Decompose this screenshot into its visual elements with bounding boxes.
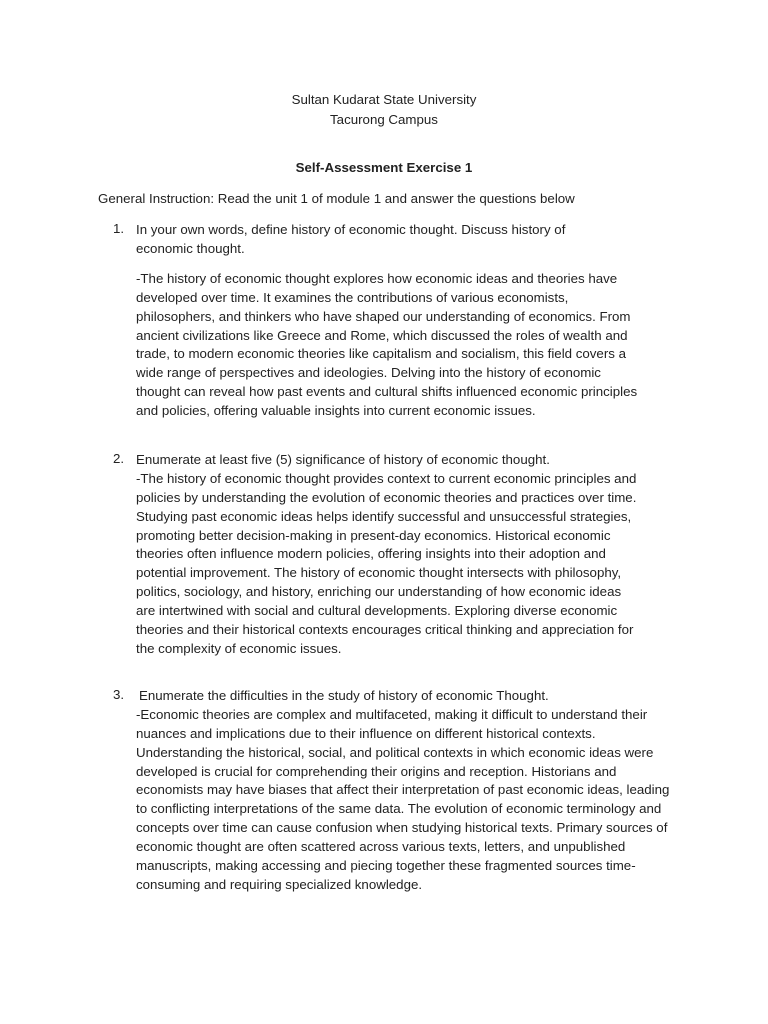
exercise-title: Self-Assessment Exercise 1 [295,160,473,175]
question-3-number: 3. [113,687,125,702]
university-name: Sultan Kudarat State University [291,92,477,107]
campus-name: Tacurong Campus [330,112,438,127]
question-2-number: 2. [113,451,125,466]
question-2-answer: -The history of economic thought provides context to current economic principles and policies by understanding the evolution of economic theories and practices over time. Studying past economic ideas helps identify successful and unsuccessful strategies, promoting better decision-making in present-day economics. Historical economic theories often influence modern policies, offering insights into their adoption and potential improvement. The history of economic thought intersects with philosophy, politics, sociology, and history, enriching our understanding of how economic ideas are intertwined with social and cultural developments. Exploring diverse economic theories and their historical contexts encourages critical thinking and appreciation for the complexity of economic issues. [136,471,637,656]
question-1-answer: -The history of economic thought explores how economic ideas and theories have developed over time. It examines the contributions of various economists, philosophers, and thinkers who have shaped our understanding of economics. From ancient civilizations like Greece and Rome, which discussed the roles of wealth and trade, to modern economic theories like capitalism and socialism, this field covers a wide range of perspectives and ideologies. Delving into the history of economic thought can reveal how past events and cultural shifts influenced economic principles and policies, offering valuable insights into current economic issues. [136,271,638,418]
question-3-text: Enumerate the difficulties in the study of history of economic Thought. [139,688,549,703]
question-1-text: In your own words, define history of economic thought. Discuss history of economic thought. [136,222,566,256]
question-3-answer: -Economic theories are complex and multifaceted, making it difficult to understand their nuances and implications due to their influence on different historical contexts. Understanding the historical, social, and political contexts in which economic ideas were developed is crucial for comprehending their origins and reception. Historians and economists may have biases that affect their interpretation of past economic ideas, leading to conflicting interpretations of the same data. The evolution of economic terminology and concepts over time can cause confusion when studying historical texts. Primary sources of economic thought are often scattered across various texts, letters, and unpublished manuscripts, making accessing and piecing together these fragmented sources time-consuming and requiring specialized knowledge. [136,707,670,892]
question-2-text: Enumerate at least five (5) significance of history of economic thought. [136,452,550,467]
question-1-number: 1. [113,221,125,236]
general-instruction: General Instruction: Read the unit 1 of module 1 and answer the questions below [98,191,575,206]
